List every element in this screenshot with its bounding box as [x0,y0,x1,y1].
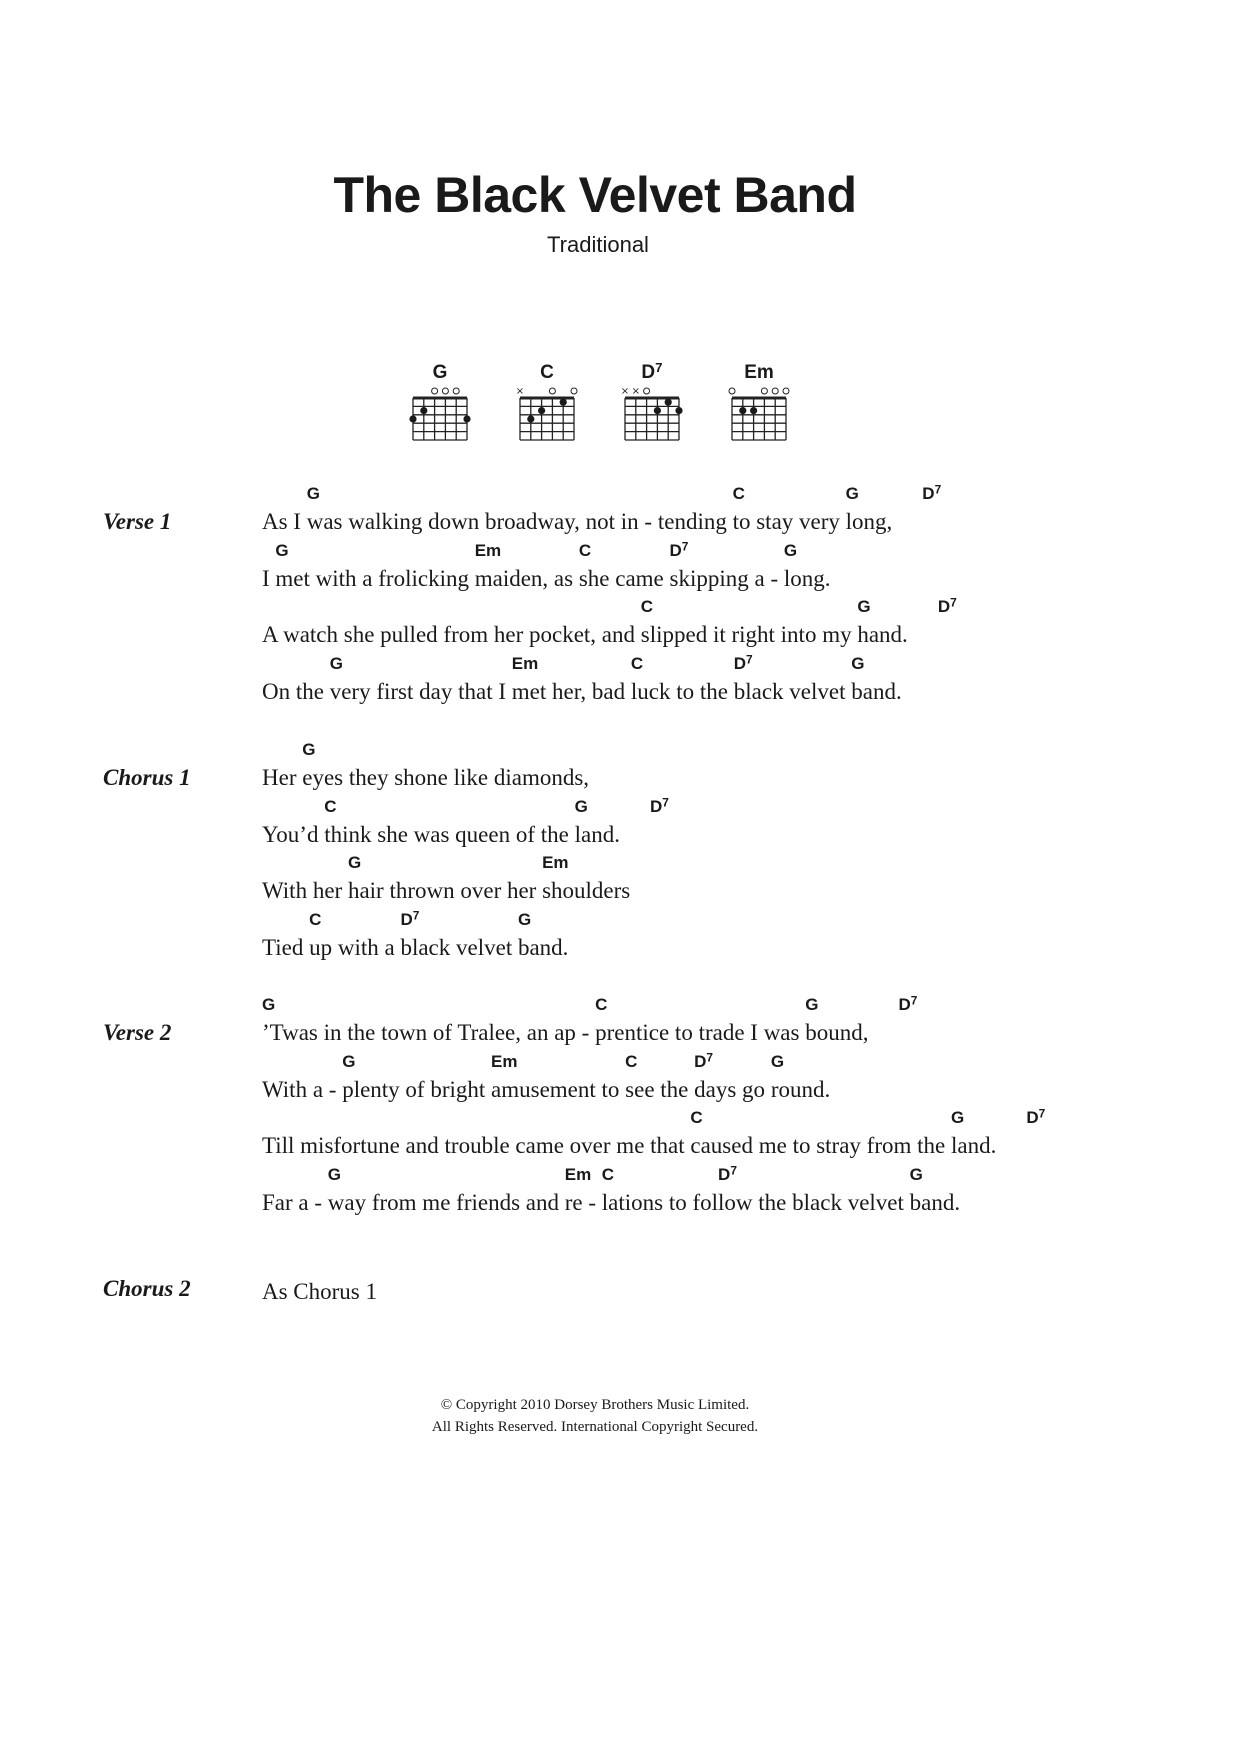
lyric-segment [771,1049,830,1105]
lyric-text: On the [262,678,330,704]
lyric-segment [868,992,923,1048]
lyric-segment [734,651,852,707]
lyric-text: caused me to stray from the [690,1133,951,1158]
chord-symbol: C [690,1108,703,1127]
finger-dot [527,415,534,422]
lyric-text: skipping a - [669,565,784,591]
chord-symbol: G [851,653,865,673]
chord-label [595,992,805,1017]
chord-label [309,907,400,932]
chord-label [784,538,831,563]
chord-label [579,538,670,563]
lyric-segment [892,481,947,537]
lyric-text [650,819,675,850]
chord-label [262,481,307,506]
open-string-marker [432,388,438,394]
finger-dot [560,399,567,406]
chord-symbol: $D^7$ [694,1050,714,1071]
lyric-segment [309,907,400,963]
chord-symbol: $D^7$ [718,1163,737,1184]
lyric-line [262,481,963,538]
lyric-segment [262,850,348,906]
lyric-segment [625,1049,694,1105]
lyric-text: maiden, as [474,565,579,591]
lyric-text [1026,1130,1051,1161]
lyric-segment [400,907,518,963]
fretboard-grid [724,384,794,450]
lyric-text: think she was queen of the [324,821,575,847]
chord-label [342,1049,491,1074]
chord-label [938,594,963,619]
chord-label [575,794,620,819]
chord-symbol: G [347,853,362,872]
lyric-text: amusement to [491,1076,626,1102]
chord-label [262,1162,328,1187]
lyric-segment [262,992,595,1048]
finger-dot [665,399,672,406]
chord-label [694,1049,771,1074]
chord-label [328,1162,565,1187]
chord-label [641,594,858,619]
lyric-text: slipped it right into my [640,622,858,647]
chord-label [262,651,330,676]
muted-string-marker: × [620,386,630,397]
lyric-segment [910,1162,960,1218]
chord-label [262,594,641,619]
lyric-segment [262,1049,342,1105]
lyric-segment [262,594,641,650]
lyric-text: luck to the [630,678,734,704]
chord-symbol: C [630,653,644,673]
lyric-text: Her [262,765,303,790]
chord-symbol: C [324,796,337,816]
lyric-segment [262,794,324,850]
lyric-segment [324,794,574,850]
chord-label [733,481,846,506]
chord-symbol: C [540,362,554,383]
chord-symbol: G [857,597,871,616]
lyric-segment [575,794,620,850]
chord-label [262,1049,342,1074]
lyric-text: A watch she pulled from her pocket, and [262,622,641,647]
chord-label [262,992,595,1017]
lyric-text: shoulders [542,878,631,903]
lyric-segment [307,481,733,537]
chord-symbol: G [342,1051,356,1071]
lyric-segment [784,538,831,594]
chord-label [910,1162,960,1187]
lyric-text: band. [909,1189,961,1215]
lyric-text: low the black velvet [718,1189,910,1215]
chord-symbol: C [732,484,745,503]
chord-symbol: Em [564,1164,592,1184]
lyric-text: long. [783,565,831,591]
chord-symbol: Em [744,362,774,383]
chord-label [718,1162,910,1187]
lyric-text: Far a - [262,1189,328,1215]
lyric-line [262,737,675,794]
finger-dot [739,407,746,414]
lyric-segment [565,1162,602,1218]
chord-label [922,481,947,506]
chord-symbol: $D^7$ [1026,1106,1046,1127]
muted-string-marker: × [631,386,640,397]
lyric-text: Tied [262,934,310,960]
lyric-segment [951,1105,996,1161]
chord-diagram-d7 [607,362,697,450]
chord-symbol: G [805,995,819,1014]
lyric-segment [579,538,670,594]
chord-symbol: $D^7$ [937,595,957,616]
lyric-line [262,594,963,651]
chord-symbol: G [783,540,798,560]
open-string-marker [549,388,555,394]
composer: Traditional [547,232,649,257]
chord-symbol: G [517,909,532,929]
chord-symbol: G [329,653,343,673]
open-string-marker [453,388,459,394]
chord-label [898,992,923,1017]
section-lines [262,1276,377,1307]
lyric-line [262,794,675,851]
chord-symbol: $D^7$ [898,993,918,1014]
lyric-text: I [262,565,276,591]
finger-dot [538,407,545,414]
chord-label [330,651,512,676]
lyric-segment [302,737,589,793]
chord-label [491,1049,625,1074]
chord-label [262,907,309,932]
open-string-marker [644,388,650,394]
lyric-text: band. [851,678,902,704]
lyric-text: black velvet [733,678,852,704]
lyric-segment [262,907,309,963]
lyric-text: days go [694,1076,771,1102]
lyric-segment [262,481,307,537]
chord-diagrams [0,362,1240,462]
lyric-text: hair thrown over her [347,878,543,903]
chord-symbol: G [275,540,289,560]
chord-label [670,538,784,563]
chord-symbol: Em [474,540,502,560]
lyric-segment [262,651,330,707]
lyric-line [262,538,963,595]
chord-symbol: Em [511,653,539,673]
chord-symbol: C [309,909,322,929]
chord-symbol: G [262,995,276,1014]
chord-symbol: C [640,597,654,616]
as-chorus-text: As Chorus 1 [262,1279,378,1304]
chord-label [518,907,568,932]
chord-diagram-g [395,362,485,450]
fretboard-grid [405,384,475,450]
chord-symbol: $D^7$ [649,795,669,816]
chord-symbol: C [595,995,608,1014]
chord-label [262,850,348,875]
chord-symbol: G [950,1108,965,1127]
chord-label [262,538,275,563]
lyric-text: As I [262,509,307,534]
section-lines [262,737,675,963]
fretboard-grid [617,384,687,450]
chord-label [565,1162,602,1187]
lyric-segment [275,538,474,594]
section-label: Chorus 2 [103,1276,191,1301]
lyric-line [262,651,963,708]
finger-dot [750,407,757,414]
chord-label [846,481,893,506]
lyric-segment [542,850,630,906]
chord-symbol: $D^7$ [669,539,689,560]
lyric-segment [491,1049,625,1105]
chord-diagram-name [714,362,804,384]
lyric-segment [328,1162,565,1218]
chord-label [771,1049,830,1074]
lyric-text: re - [564,1189,602,1215]
lyric-segment [908,594,963,650]
chord-label [262,1105,690,1130]
chord-label [734,651,852,676]
chord-diagram-name [395,362,485,384]
lyric-text: lations to fol [601,1189,719,1215]
chord-symbol: $D^7$ [922,482,942,503]
chord-label [275,538,474,563]
lyric-text: You’d [262,821,325,847]
lyric-segment [846,481,893,537]
chord-symbol: G [574,796,588,816]
lyric-segment [857,594,907,650]
chord-diagram-em [714,362,804,450]
lyric-segment [518,907,568,963]
lyric-segment [631,651,734,707]
lyric-text: prentice to trade I was [595,1020,806,1045]
chord-label [951,1105,996,1130]
lyric-segment [475,538,579,594]
lyric-segment [851,651,901,707]
lyric-text: see the [625,1076,695,1102]
lyric-text: to stay very [732,509,846,534]
lyric-text: ’Twas in the town of Tralee, an ap - [262,1020,596,1045]
finger-dot [654,407,661,414]
lyric-text: With a - [262,1076,343,1102]
lyric-line [262,1049,1051,1106]
open-string-marker [783,388,789,394]
lyric-line [262,992,1051,1049]
lyric-text: long, [845,509,893,534]
chord-label [602,1162,718,1187]
chord-symbol: $D^7$ [641,360,663,383]
chord-label [324,794,574,819]
section-lines [262,992,1051,1218]
lyric-text: round. [770,1076,831,1102]
lyric-line [262,1105,1051,1162]
lyric-text: band. [517,934,569,960]
chord-symbol: C [625,1051,638,1071]
lyric-segment [330,651,512,707]
lyric-segment [595,992,805,1048]
lyric-text [898,1017,923,1048]
lyric-text: hand. [857,622,908,647]
chord-label [690,1105,951,1130]
section-lines [262,481,963,707]
lyric-text: met her, bad [511,678,631,704]
lyric-text [938,619,963,650]
lyric-text: Till misfortune and trouble came over me that [262,1133,691,1158]
song-title: The Black Velvet Band [333,167,857,223]
lyric-segment [602,1162,718,1218]
finger-dot [675,407,682,414]
section-label: Verse 2 [103,1020,172,1045]
lyric-segment [805,992,868,1048]
section-label: Chorus 1 [103,765,191,790]
lyric-segment [694,1049,771,1105]
chord-symbol: Em [542,853,569,872]
lyric-text: With her [262,878,348,903]
lyric-segment [262,538,275,594]
chord-label [650,794,675,819]
chord-symbol: G [770,1051,785,1071]
chord-label [851,651,901,676]
chord-symbol: $D^7$ [733,652,753,673]
lyric-text: land. [950,1133,997,1158]
finger-dot [409,415,416,422]
lyric-text: was walking down broadway, not in - tending [306,509,733,534]
chord-label [512,651,631,676]
fretboard-grid [512,384,582,450]
chord-label [475,538,579,563]
chord-label [262,737,302,762]
chord-label [1026,1105,1051,1130]
copyright-line-2: All Rights Reserved. International Copyright Secured. [431,1419,759,1435]
chord-symbol: G [909,1164,923,1184]
muted-string-marker: × [515,386,525,397]
lyric-text: eyes they shone like diamonds, [302,765,590,790]
lyric-text: very first day that I [329,678,512,704]
chord-label [542,850,630,875]
chord-label [805,992,868,1017]
chord-symbol: G [302,740,316,759]
lyric-segment [733,481,846,537]
lyric-text: plenty of bright [342,1076,492,1102]
lyric-segment [342,1049,491,1105]
lyric-text: met with a frolicking [275,565,475,591]
lyric-text: land. [574,821,620,847]
chord-diagram-name [502,362,592,384]
chord-symbol: G [845,484,859,503]
lyric-text: way from me friends and [327,1189,565,1215]
chord-symbol: C [601,1164,615,1184]
chord-label [302,737,589,762]
chord-symbol: G [306,484,320,503]
chord-diagram-c [502,362,592,450]
lyric-segment [670,538,784,594]
finger-dot [420,407,427,414]
lyric-segment [348,850,542,906]
lyric-segment [718,1162,910,1218]
lyric-segment [512,651,631,707]
lyric-line [262,1162,1051,1219]
chord-symbol: G [432,362,448,383]
open-string-marker [761,388,767,394]
lyric-segment [996,1105,1051,1161]
open-string-marker [772,388,778,394]
chord-symbol: Em [491,1051,518,1071]
open-string-marker [442,388,448,394]
open-string-marker [571,388,577,394]
lyric-text: black velvet [400,934,518,960]
open-string-marker [729,388,735,394]
chord-label [348,850,542,875]
chord-label [262,794,324,819]
copyright-line-1: © Copyright 2010 Dorsey Brothers Music Limited. [440,1397,750,1413]
chord-symbol: C [578,540,592,560]
lyric-text: bound, [805,1020,869,1045]
chord-label [631,651,734,676]
lyric-segment [262,1105,690,1161]
chord-symbol: G [327,1164,342,1184]
lyric-segment [262,737,302,793]
finger-dot [463,415,470,422]
lyric-text: up with a [309,934,401,960]
chord-label [625,1049,694,1074]
copyright-notice [0,1394,1190,1438]
chord-label [400,907,518,932]
chord-symbol: $D^7$ [400,908,420,929]
lyric-line [262,907,675,964]
lyric-segment [690,1105,951,1161]
lyric-segment [641,594,858,650]
lyric-text: she came [578,565,670,591]
chord-diagram-name [607,362,697,384]
lyric-segment [262,1162,328,1218]
lyric-segment [620,794,675,850]
lyric-text [922,506,947,537]
chord-label [857,594,907,619]
chord-label [307,481,733,506]
section-label: Verse 1 [103,509,172,534]
lyric-line [262,850,675,907]
